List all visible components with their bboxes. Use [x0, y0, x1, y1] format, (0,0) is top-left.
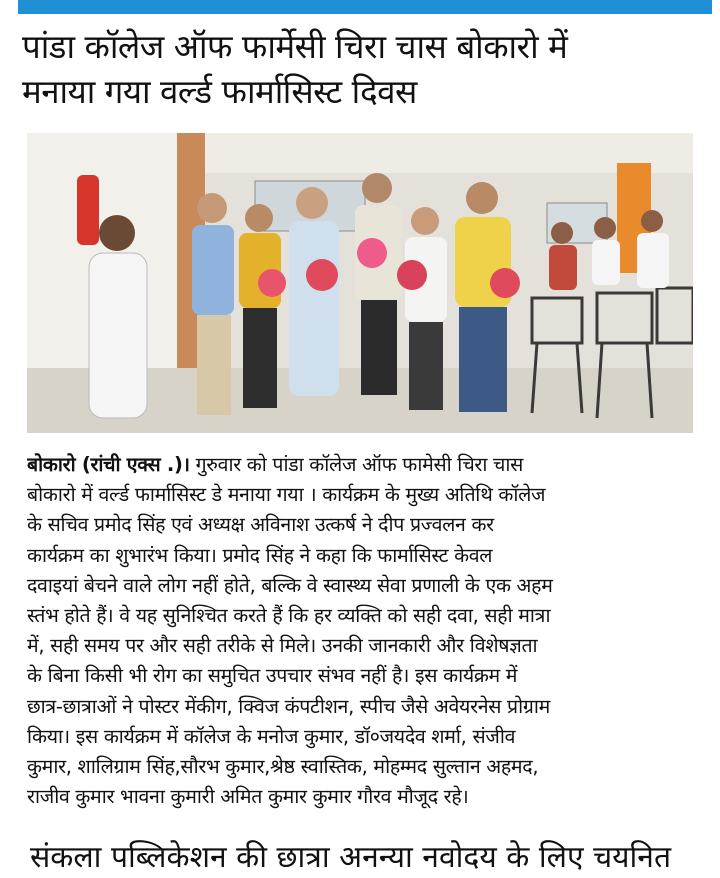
article-body	[27, 450, 695, 812]
article-line: किया। इस कार्यक्रम में कॉलेज के मनोज कुमार, डॉ०जयदेव शर्मा, संजीव	[27, 724, 516, 748]
article-line: कुमार, शालिग्राम सिंह,सौरभ कुमार,श्रेष्ठ स्वास्तिक, मोहम्मद सुल्तान अहमद,	[27, 755, 539, 779]
article-line	[27, 450, 695, 480]
photo-illustration	[27, 133, 693, 433]
article-line: स्तंभ होते हैं। वे यह सुनिश्चित करते हैं कि हर व्यक्ति को सही दवा, सही मात्रा	[27, 604, 551, 628]
headline	[22, 24, 702, 114]
article-line-text: गुरुवार को पांडा कॉलेज ऑफ फामेसी चिरा चास	[189, 453, 524, 476]
top-accent-bar	[18, 0, 712, 14]
headline-line-1: पांडा कॉलेज ऑफ फार्मेसी चिरा चास बोकारो में	[22, 27, 568, 66]
article-line: राजीव कुमार भावना कुमारी अमित कुमार कुमार गौरव मौजूद रहे।	[27, 785, 469, 809]
article-line: दवाइयां बेचने वाले लोग नहीं होते, बल्कि वे स्वास्थ्य सेवा प्रणाली के एक अहम	[27, 573, 553, 597]
article-line: कार्यक्रम का शुभारंभ किया। प्रमोद सिंह ने कहा कि फार्मासिस्ट केवल	[27, 543, 493, 567]
article-line: छात्र-छात्राओं ने पोस्टर मेंकीग, क्विज कंपटीशन, स्पीच जैसे अवेयरनेस प्रोग्राम	[27, 694, 551, 718]
news-photo	[27, 133, 693, 433]
article-line: के सचिव प्रमोद सिंह एवं अध्यक्ष अविनाश उत्कर्ष ने दीप प्रज्वलन कर	[27, 513, 494, 537]
next-article-headline: संकला पब्लिकेशन की छात्रा अनन्या नवोदय के लिए चयनित	[30, 840, 672, 875]
article-line: बोकारो में वर्ल्ड फार्मासिस्ट डे मनाया गया । कार्यक्रम के मुख्य अतिथि कॉलेज	[27, 483, 546, 507]
dateline: बोकारो (रांची एक्स .)।	[27, 453, 190, 476]
headline-line-2: मनाया गया वर्ल्ड फार्मासिस्ट दिवस	[22, 72, 417, 111]
article-line: के बिना किसी भी रोग का समुचित उपचार संभव नहीं है। इस कार्यक्रम में	[27, 664, 518, 688]
article-line: में, सही समय पर और सही तरीके से मिले। उनकी जानकारी और विशेषज्ञता	[27, 634, 538, 658]
